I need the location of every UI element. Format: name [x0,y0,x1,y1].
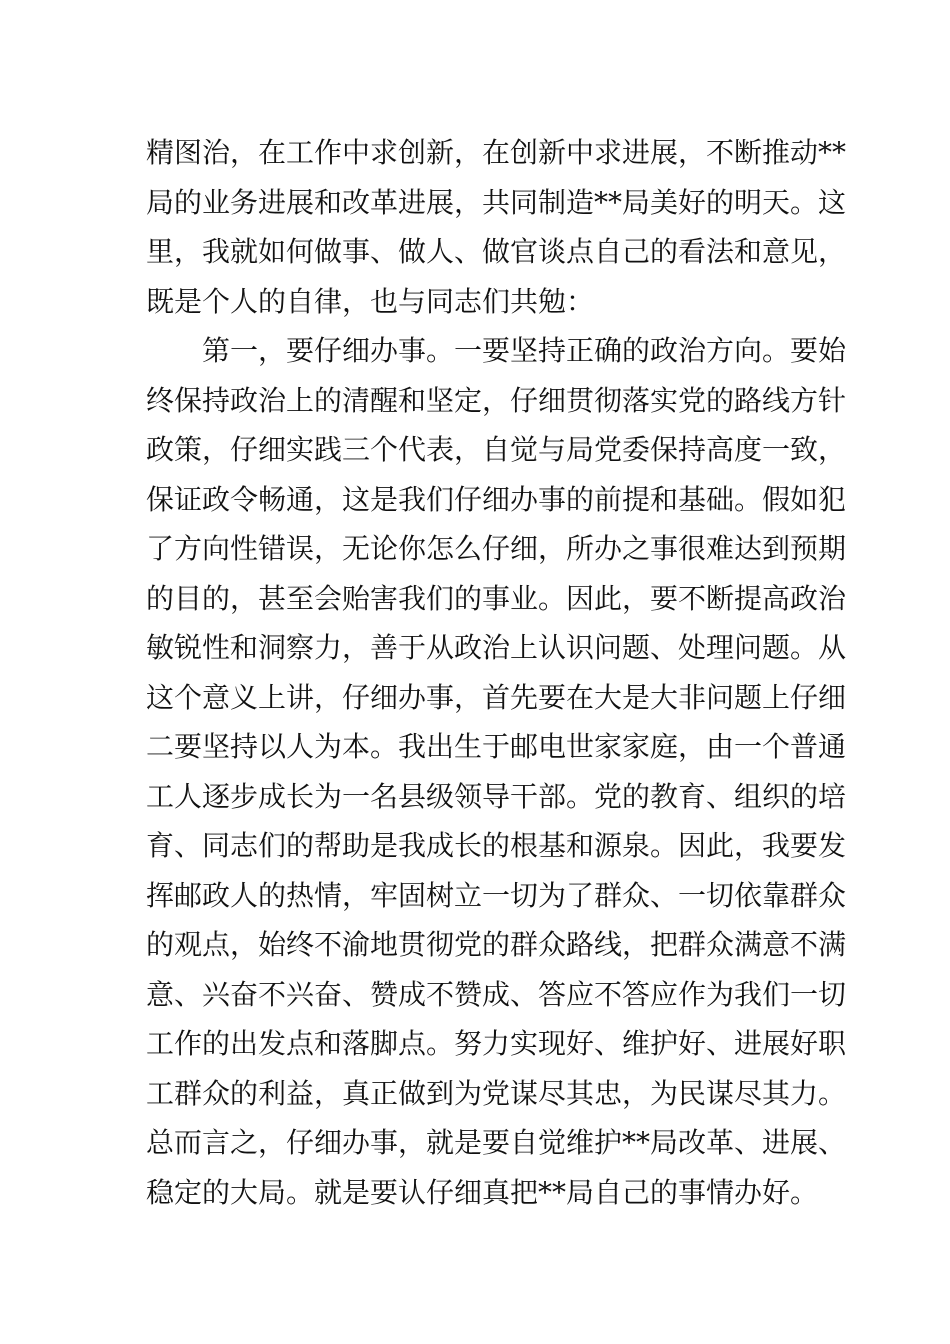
text-line: 二要坚持以人为本。我出生于邮电世家家庭，由一个普通 [146,730,847,763]
text-line: 总而言之，仔细办事，就是要自觉维护**局改革、进展、 [146,1126,847,1159]
text-line: 意、兴奋不兴奋、赞成不赞成、答应不答应作为我们一切 [146,977,847,1011]
text-line: 既是个人的自律，也与同志们共勉： [146,284,595,318]
text-line: 稳定的大局。就是要认仔细真把**局自己的事情办好。 [146,1175,819,1209]
text-line: 局的业务进展和改革进展，共同制造**局美好的明天。这 [146,185,847,219]
text-line: 工人逐步成长为一名县级领导干部。党的教育、组织的培 [146,779,847,813]
text-line: 保证政令畅通，这是我们仔细办事的前提和基础。假如犯 [146,482,847,516]
text-line: 终保持政治上的清醒和坚定，仔细贯彻落实党的路线方针 [146,383,847,417]
text-line: 这个意义上讲，仔细办事，首先要在大是大非问题上仔细 [146,680,847,714]
text-line: 的观点，始终不渝地贯彻党的群众路线，把群众满意不满 [146,928,847,961]
text-line: 育、同志们的帮助是我成长的根基和源泉。因此，我要发 [146,829,847,862]
text-line: 里，我就如何做事、做人、做官谈点自己的看法和意见， [146,235,847,268]
text-line: 了方向性错误，无论你怎么仔细，所办之事很难达到预期 [146,532,847,565]
text-line: 工作的出发点和落脚点。努力实现好、维护好、进展好职 [146,1027,847,1060]
paragraph-start-line: 第一，要仔细办事。一要坚持正确的政治方向。要始 [202,334,847,367]
body-text [146,128,847,1217]
text-line: 工群众的利益，真正做到为党谋尽其忠，为民谋尽其力。 [146,1076,847,1110]
text-line: 政策，仔细实践三个代表，自觉与局党委保持高度一致， [146,433,847,466]
text-line: 精图治，在工作中求创新，在创新中求进展，不断推动** [146,136,847,169]
text-line: 挥邮政人的热情，牢固树立一切为了群众、一切依靠群众 [146,878,847,912]
text-line: 的目的，甚至会贻害我们的事业。因此，要不断提高政治 [146,581,847,615]
text-line: 敏锐性和洞察力，善于从政治上认识问题、处理问题。从 [146,631,847,664]
